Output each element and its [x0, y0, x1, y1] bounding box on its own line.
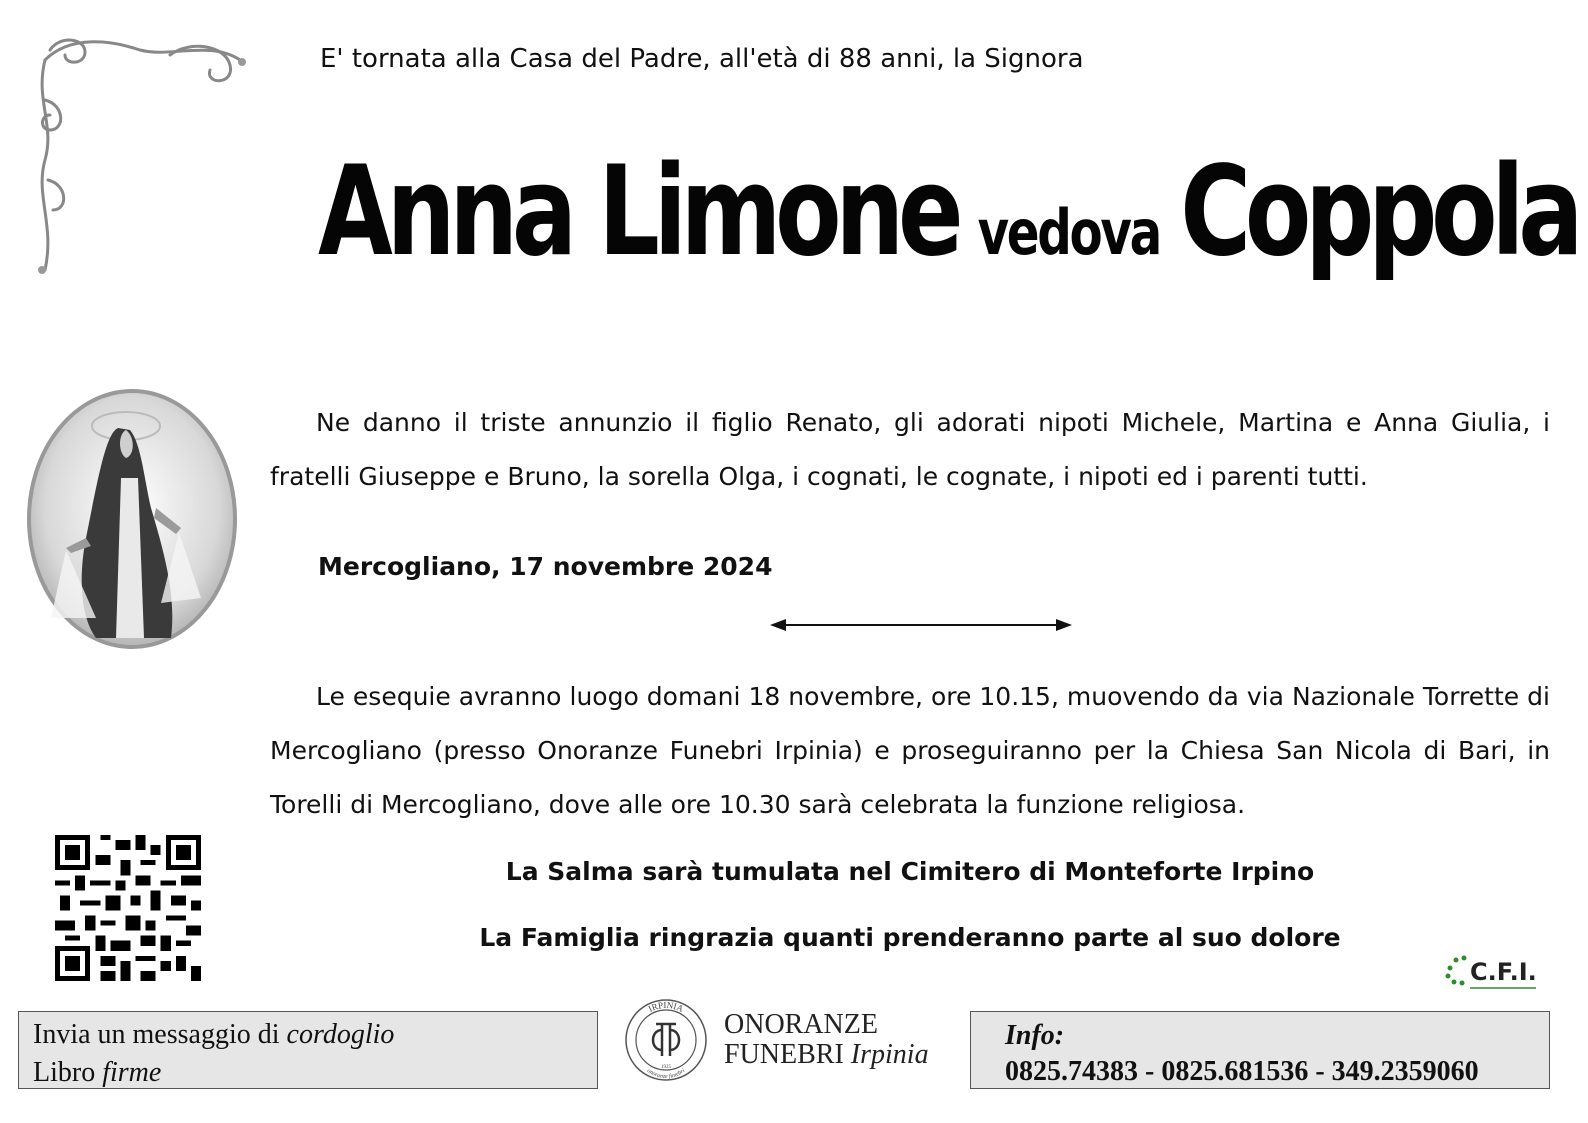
announcement-text: Ne danno il triste annunzio il figlio Renato, gli adorati nipoti Michele, Martina e Anna Giulia, i fratelli Giuseppe e Bruno, la sorella Olga, i cognati, le cognate, i nipoti ed i parenti tutti. — [270, 408, 1550, 491]
agency-line1: ONORANZE — [724, 1009, 878, 1040]
madonna-image — [26, 388, 238, 650]
condolence-box[interactable] — [18, 1011, 598, 1089]
burial-text: La Salma sarà tumulata nel Cimitero di Monteforte Irpino — [505, 857, 1315, 886]
agency-seal-logo — [618, 990, 714, 1086]
funeral-text: Le esequie avranno luogo domani 18 novembre, ore 10.15, muovendo da via Nazionale Torrette di Mercogliano (presso Onoranze Funebri Irpinia) e proseguiranno per la Chiesa San Nicola di Bari, in Torelli di Mercogliano, dove alle ore 10.30 sarà celebrata la funzione religiosa. — [270, 682, 1550, 819]
info-phones[interactable]: 0825.74383 - 0825.681536 - 349.2359060 — [1005, 1056, 1479, 1087]
agency-name — [724, 1010, 929, 1070]
info-label: Info: — [1005, 1020, 1065, 1051]
agency-line2: FUNEBRI Irpinia — [724, 1039, 929, 1070]
condolence-link[interactable]: Invia un messaggio di cordoglio — [33, 1019, 395, 1050]
place-date: Mercogliano, 17 novembre 2024 — [318, 552, 773, 581]
guestbook-italic: firme — [102, 1057, 162, 1088]
svg-text:onoranze funebri: onoranze funebri — [645, 1067, 687, 1081]
cfi-logo — [1440, 948, 1540, 998]
thanks-text: La Famiglia ringrazia quanti prenderanno parte al suo dolore — [479, 923, 1341, 952]
svg-text:1925: 1925 — [661, 1065, 671, 1070]
svg-text:IRPINIA: IRPINIA — [646, 999, 686, 1014]
name-last: Coppola — [1180, 140, 1578, 284]
qr-code-icon[interactable] — [55, 835, 201, 981]
guestbook-link[interactable]: Libro firme — [33, 1057, 162, 1088]
info-box — [970, 1011, 1550, 1089]
intro-text: E' tornata alla Casa del Padre, all'età di 88 anni, la Signora — [320, 44, 1084, 74]
name-first: Anna Limone — [318, 140, 958, 284]
deceased-name — [318, 140, 1578, 284]
cfi-text: C.F.I. — [1470, 958, 1537, 986]
condolence-italic: cordoglio — [286, 1019, 395, 1050]
name-middle: vedova — [977, 196, 1160, 269]
double-arrow-icon — [768, 614, 1074, 636]
corner-ornament-icon — [30, 30, 250, 285]
